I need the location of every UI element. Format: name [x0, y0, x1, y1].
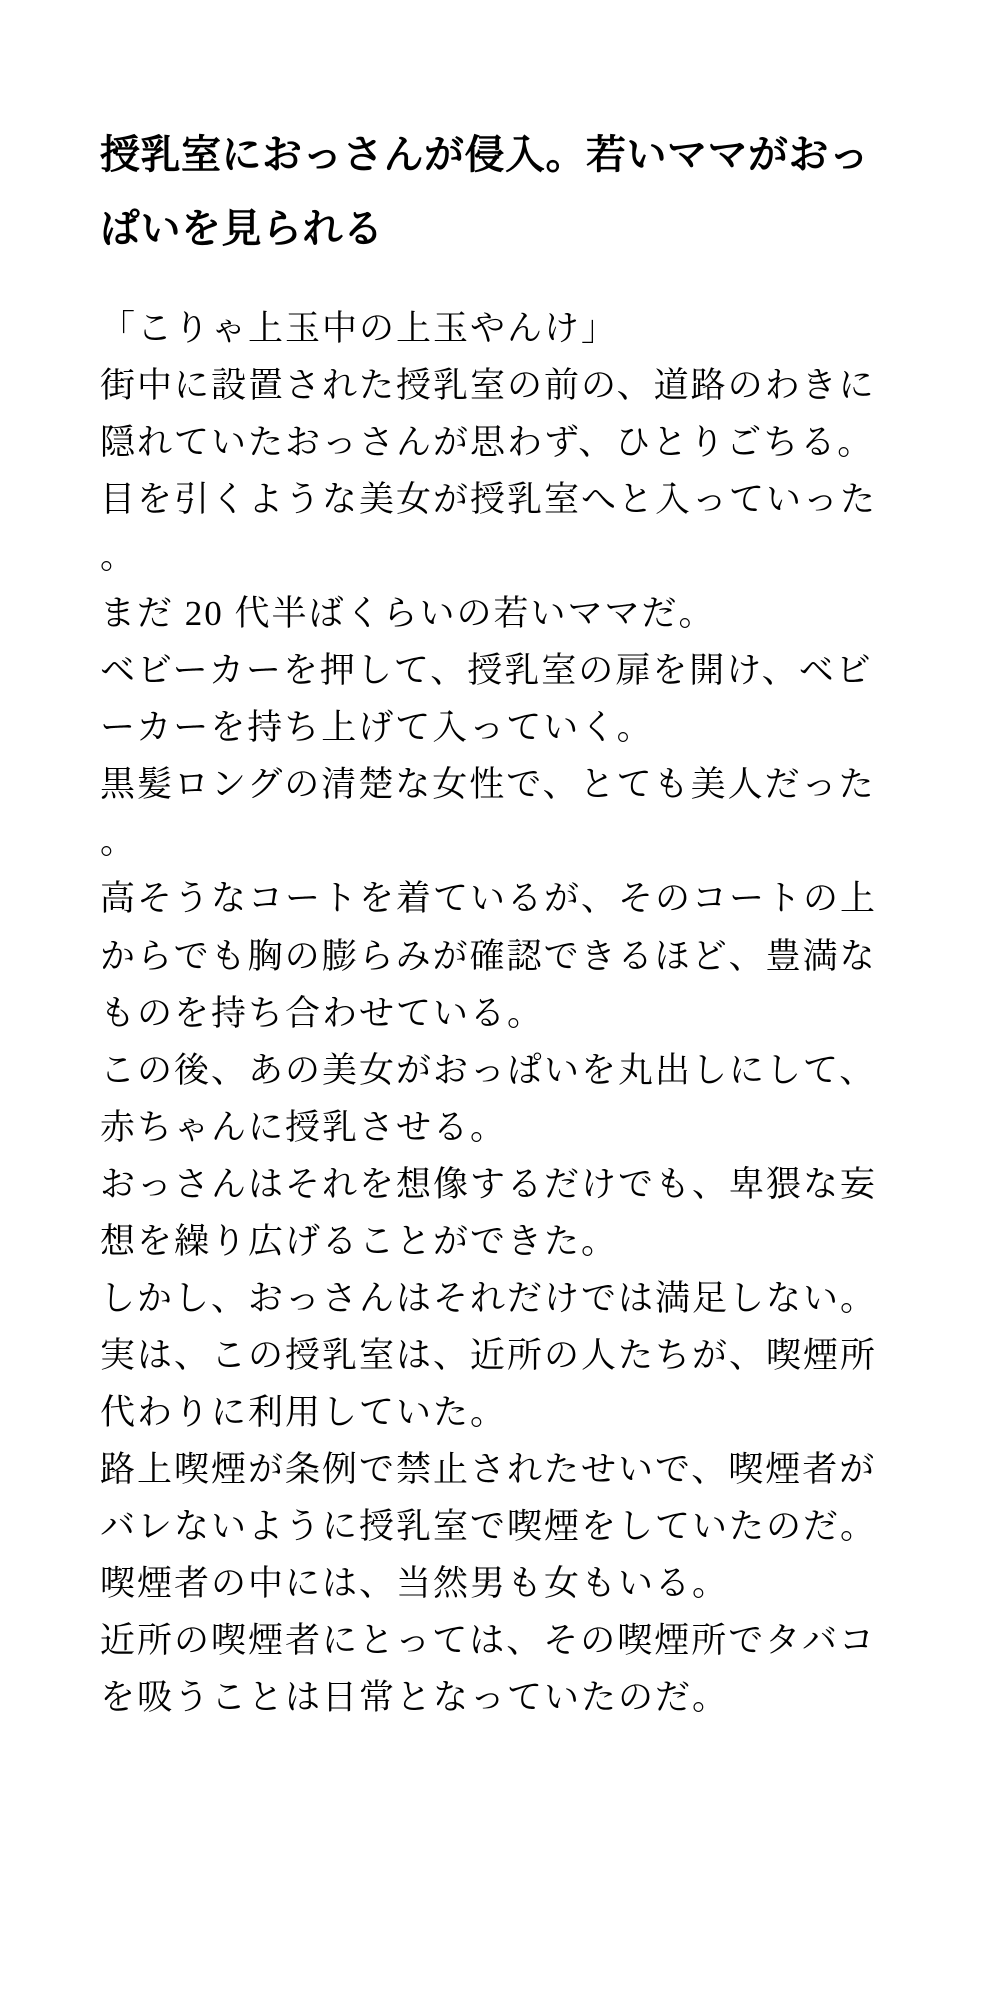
paragraph-line: 路上喫煙が条例で禁止されたせいで、喫煙者がバレないように授乳室で喫煙をしていたのだ。: [100, 1449, 878, 1546]
paragraph-line: 近所の喫煙者にとっては、その喫煙所でタバコを吸うことは日常となっていたのだ。: [100, 1621, 876, 1718]
paragraph-line: 街中に設置された授乳室の前の、道路のわきに隠れていたおっさんが思わず、ひとりごちる。: [100, 366, 876, 463]
paragraph-line: この後、あの美女がおっぱいを丸出しにして、赤ちゃんに授乳させる。: [100, 1050, 877, 1147]
paragraph-line: ベビーカーを押して、授乳室の扉を開け、ベビーカーを持ち上げて入っていく。: [100, 651, 873, 748]
paragraph-line: 実は、この授乳室は、近所の人たちが、喫煙所代わりに利用していた。: [100, 1335, 878, 1432]
paragraph-line: 「こりゃ上玉中の上玉やんけ」: [100, 309, 619, 348]
paragraph-line: 黒髪ロングの清楚な女性で、とても美人だった。: [100, 765, 876, 862]
paragraph-line: しかし、おっさんはそれだけでは満足しない。: [100, 1278, 878, 1318]
article-body: [100, 300, 908, 1726]
paragraph-line: 高そうなコートを着ているが、そのコートの上からでも胸の膨らみが確認できるほど、豊満なものを持ち合わせている。: [100, 879, 878, 1033]
article-title: 授乳室におっさんが侵入。若いママがおっぱいを見られる: [100, 132, 870, 251]
paragraph-line: 喫煙者の中には、当然男も女もいる。: [100, 1564, 730, 1604]
paragraph-line: おっさんはそれを想像するだけでも、卑猥な妄想を繰り広げることができた。: [100, 1164, 878, 1261]
paragraph-line: まだ 20 代半ばくらいの若いママだ。: [100, 594, 716, 634]
paragraph-line: 目を引くような美女が授乳室へと入っていった。: [100, 480, 878, 577]
